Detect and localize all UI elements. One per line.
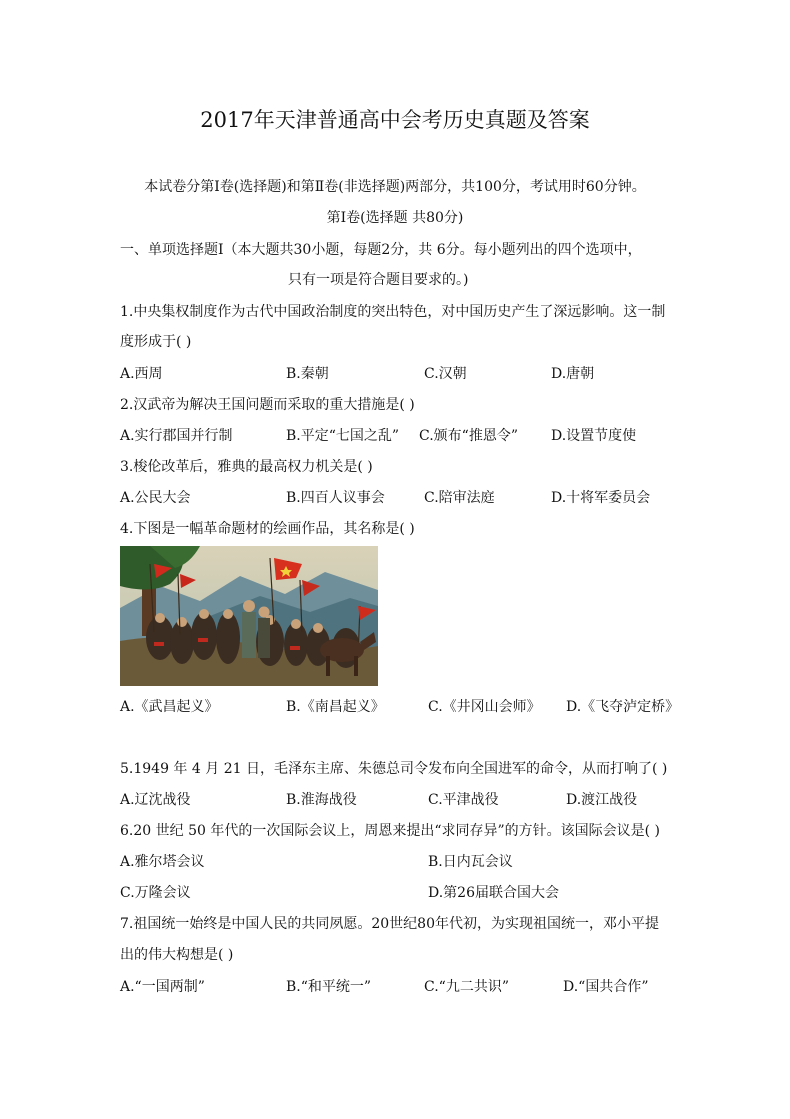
question-4-option-b: B.《南昌起义》 [286, 699, 385, 715]
question-5-option-c: C.平津战役 [428, 792, 499, 808]
question-4-option-d: D.《飞夺泸定桥》 [566, 699, 680, 715]
question-1-option-b: B.秦朝 [286, 366, 329, 382]
question-3-option-a: A.公民大会 [120, 490, 191, 506]
question-7-stem-line1: 7.祖国统一始终是中国人民的共同夙愿。20世纪80年代初，为实现祖国统一，邓小平提 [120, 916, 659, 932]
question-6-option-a: A.雅尔塔会议 [120, 854, 205, 870]
question-2-option-a: A.实行郡国并行制 [120, 428, 233, 444]
question-4-option-a: A.《武昌起义》 [120, 699, 219, 715]
question-5-option-b: B.淮海战役 [286, 792, 357, 808]
question-1-stem-line1: 1.中央集权制度作为古代中国政治制度的突出特色，对中国历史产生了深远影响。这一制 [120, 304, 666, 320]
question-6-option-b: B.日内瓦会议 [428, 854, 513, 870]
question-2-option-b: B.平定“七国之乱” [286, 428, 400, 444]
question-3-option-c: C.陪审法庭 [424, 490, 495, 506]
question-2-stem: 2.汉武帝为解决王国问题而采取的重大措施是( ) [120, 397, 415, 413]
exam-intro: 本试卷分第Ⅰ卷(选择题)和第Ⅱ卷(非选择题)两部分，共100分，考试用时60分钟。 [144, 179, 646, 195]
question-5-stem: 5.1949 年 4 月 21 日，毛泽东主席、朱德总司令发布向全国进军的命令，从而打响了( ) [120, 761, 668, 777]
revolutionary-painting [120, 546, 378, 686]
part-heading-line2: 只有一项是符合题目要求的。) [288, 272, 469, 288]
question-2-option-d: D.设置节度使 [551, 428, 637, 444]
question-6-option-c: C.万隆会议 [120, 885, 191, 901]
question-3-option-d: D.十将军委员会 [551, 490, 651, 506]
question-6-stem: 6.20 世纪 50 年代的一次国际会议上，周恩来提出“求同存异”的方针。该国际会议是( ) [120, 823, 661, 839]
question-7-option-d: D.“国共合作” [563, 979, 649, 995]
question-3-stem: 3.梭伦改革后，雅典的最高权力机关是( ) [120, 459, 373, 475]
question-1-stem-line2: 度形成于( ) [120, 334, 192, 350]
question-3-option-b: B.四百人议事会 [286, 490, 385, 506]
question-7-option-b: B.“和平统一” [286, 979, 372, 995]
question-1-option-a: A.西周 [120, 366, 163, 382]
question-1-option-c: C.汉朝 [424, 366, 467, 382]
document-title: 2017年天津普通高中会考历史真题及答案 [200, 108, 590, 132]
question-2-option-c: C.颁布“推恩令” [419, 428, 518, 444]
part-heading-line1: 一、单项选择题Ⅰ（本大题共30小题，每题2分，共 6分。每小题列出的四个选项中， [120, 242, 642, 258]
question-7-option-c: C.“九二共识” [424, 979, 509, 995]
question-4-option-c: C.《井冈山会师》 [428, 699, 541, 715]
section-title: 第Ⅰ卷(选择题 共80分) [326, 210, 464, 226]
question-4-stem: 4.下图是一幅革命题材的绘画作品，其名称是( ) [120, 521, 415, 537]
question-7-option-a: A.“一国两制” [120, 979, 205, 995]
question-5-option-d: D.渡江战役 [566, 792, 638, 808]
question-5-option-a: A.辽沈战役 [120, 792, 191, 808]
question-7-stem-line2: 出的伟大构想是( ) [120, 947, 234, 963]
question-6-option-d: D.第26届联合国大会 [428, 885, 559, 901]
question-1-option-d: D.唐朝 [551, 366, 595, 382]
